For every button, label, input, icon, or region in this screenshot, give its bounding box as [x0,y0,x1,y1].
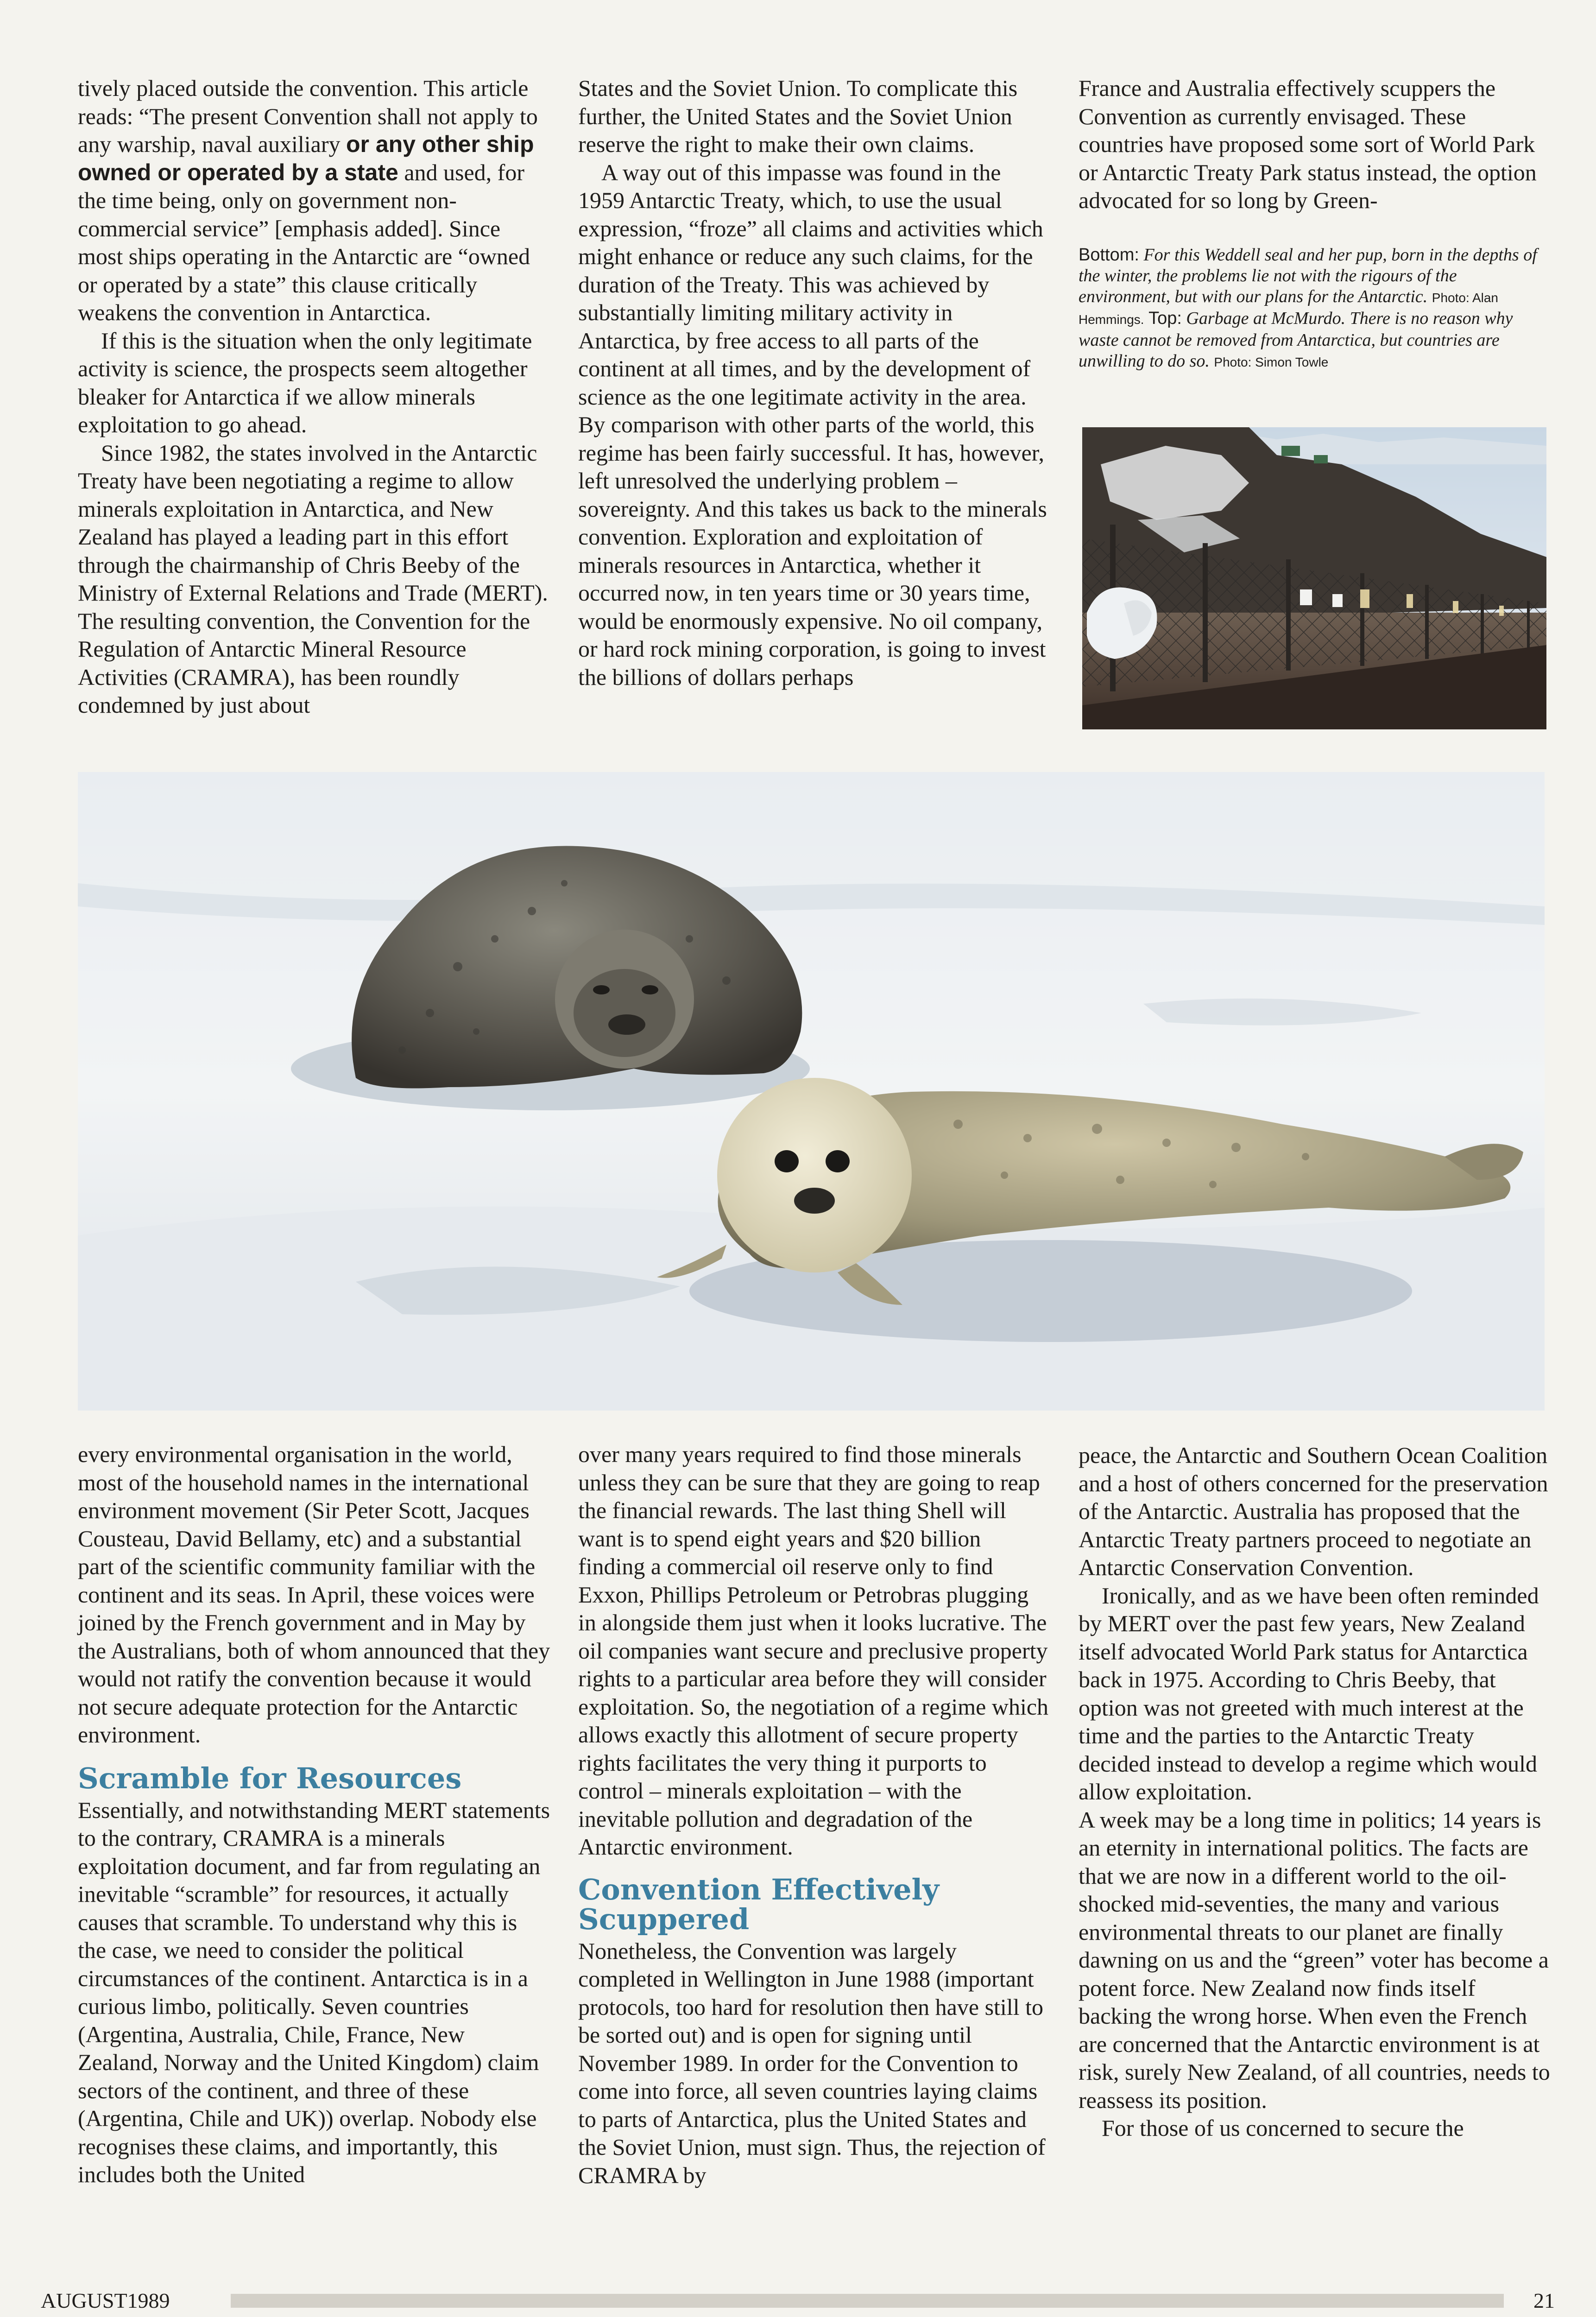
lower-column-2 [578,1440,1052,2189]
caption-label: Top: [1148,309,1182,328]
paragraph: Nonetheless, the Convention was largely completed in Wellington in June 1988 (important protocols, too hard for resolution then have still to be sorted out) and is open for signing until November 1989. In order for the Convention to come into force, all seven countries laying claims to parts of Antarctica, plus the United States and the Soviet Union, must sign. Thus, the rejection of CRAMRA by [578,1937,1046,2188]
caption-text: For this Weddell seal and her pup, born in the depths of the winter, the problems lie not with the rigours of the environment, but with our plans for the Antarctic. [1079,245,1537,306]
page-number: 21 [1533,2289,1555,2312]
paragraph: Essentially, and notwithstanding MERT statements to the contrary, CRAMRA is a minerals exploitation document, and far from regulating an inevitable “scramble” for resources, it actually causes that scramble. To understand why this is the case, we need to consider the political circumstances of the continent. Antarctica is in a curious limbo, politically. Seven countries (Argentina, Australia, Chile, France, New Zealand, Norway and the United Kingdom) claim sectors of the continent, and three of these (Argentina, Chile and UK)) overlap. Nobody else recognises these claims, and importantly, this includes both the United [78,1797,550,2187]
photo-caption [1079,245,1551,373]
paragraph: A way out of this impasse was found in the 1959 Antarctic Treaty, which, to use the usual expression, “froze” all claims and activities which might enhance or reduce any such claims, for the duration of the Treaty. This was achieved by substantially limiting military activity in Antarctica, by free access to all parts of the continent at all times, and by the development of science as the one legitimate activity in the area. By comparison with other parts of the world, this regime has been fairly successful. It has, however, left unresolved the underlying problem – sovereignty. And this takes us back to the minerals convention. Exploration and exploitation of minerals resources in Antarctica, whether it occurred now, in ten years time or 30 years time, would be enormously expensive. No oil company, or hard rock mining corporation, is going to invest the billions of dollars perhaps [578,159,1047,690]
section-heading-convention: Convention Effectively Scuppered [578,1872,940,1936]
footer-rule [231,2294,1504,2308]
text-run: and used, for the time being, only on government non-commercial service” [emphasis added]. Since most ships operating in the Antarctic are “owned or operated by a state” this clause critically weakens the convention in Antarctica. [78,159,530,325]
text-run: tively placed outside the convention. This article reads: “The present Convention shall not apply to any warship, naval auxiliary [78,75,538,157]
paragraph: States and the Soviet Union. To complicate this further, the United States and the Soviet Union reserve the right to make their own claims. [578,75,1018,157]
lower-column-1 [78,1440,550,2189]
paragraph: If this is the situation when the only legitimate activity is science, the prospects seem altogether bleaker for Antarctica if we allow minerals exploitation to go ahead. [78,327,532,437]
page-footer [41,2289,1555,2312]
upper-column-2 [578,74,1052,691]
paragraph: Ironically, and as we have been often reminded by MERT over the past few years, New Zealand itself advocated World Park status for Antarctica back in 1975. According to Chris Beeby, that option was not greeted with much interest at the time and the parties to the Antarctic Treaty decided instead to develop a regime which would allow exploitation. [1079,1582,1539,1804]
section-heading-scramble: Scramble for Resources [78,1761,462,1795]
caption-text: Garbage at McMurdo. There is no reason why waste cannot be removed from Antarctica, but countries are unwilling to do so. [1079,309,1513,371]
paragraph: over many years required to find those minerals unless they can be sure that they are going to reap the financial rewards. The last thing Shell will want is to spend eight years and $20 billion finding a commercial oil reserve only to find Exxon, Phillips Petroleum or Petrobras plugging in alongside them just when it looks lucrative. The oil companies want secure and preclusive property rights to a particular area before they will consider exploitation. So, the negotiation of a regime which allows exactly this allotment of secure property rights facilitates the very thing it purports to control – minerals exploitation – with the inevitable pollution and degradation of the Antarctic environment. [578,1441,1049,1860]
paragraph: every environmental organisation in the world, most of the household names in the international environment movement (Sir Peter Scott, Jacques Cousteau, David Bellamy, etc) and a substantial part of the scientific community familiar with the continent and its seas. In April, these voices were joined by the French government and in May by the Australians, both of whom announced that they would not ratify the convention because it would not secure adequate protection for the Antarctic environment. [78,1441,550,1747]
weddell-seal-image [78,772,1545,1411]
issue-date: AUGUST1989 [41,2289,170,2312]
weddell-seal-photo [78,772,1545,1411]
upper-column-3 [1079,74,1551,215]
lower-column-3 [1079,1441,1551,2142]
paragraph: France and Australia effectively scuppers the Convention as currently envisaged. These countries have proposed some sort of World Park or Antarctic Treaty Park status instead, the option advocated for so long by Green- [1079,75,1537,213]
paragraph: peace, the Antarctic and Southern Ocean Coalition and a host of others concerned for the preservation of the Antarctic. Australia has proposed that the Antarctic Treaty partners proceed to negotiate an Antarctic Conservation Convention. [1079,1442,1548,1580]
paragraph: Since 1982, the states involved in the Antarctic Treaty have been negotiating a regime to allow minerals exploitation in Antarctica, and New Zealand has played a leading part in this effort through the chairmanship of Chris Beeby of the Ministry of External Relations and Trade (MERT). The resulting convention, the Convention for the Regulation of Antarctic Mineral Resource Activities (CRAMRA), has been roundly condemned by just about [78,439,548,718]
paragraph: For those of us concerned to secure the [1102,2115,1464,2141]
emphasis-text: or any other ship owned or operated by a state [78,131,534,185]
photo-credit: Photo: Alan Hemmings. [1079,291,1498,327]
photo-credit: Photo: Simon Towle [1214,355,1329,369]
garbage-fence-photo [1082,427,1546,729]
upper-column-1 [78,74,550,719]
caption-label: Bottom: [1079,245,1139,265]
paragraph [78,74,550,327]
paragraph: A week may be a long time in politics; 14 years is an eternity in international politics. The facts are that we are now in a different world to the oil-shocked mid-seventies, the many and various environmental threats to our planet are finally dawning on us and the “green” voter has become a potent force. New Zealand now finds itself backing the wrong horse. When even the French are concerned that the Antarctic environment is at risk, surely New Zealand, of all countries, needs to reassess its position. [1079,1806,1550,2113]
garbage-fence-image [1082,427,1546,729]
